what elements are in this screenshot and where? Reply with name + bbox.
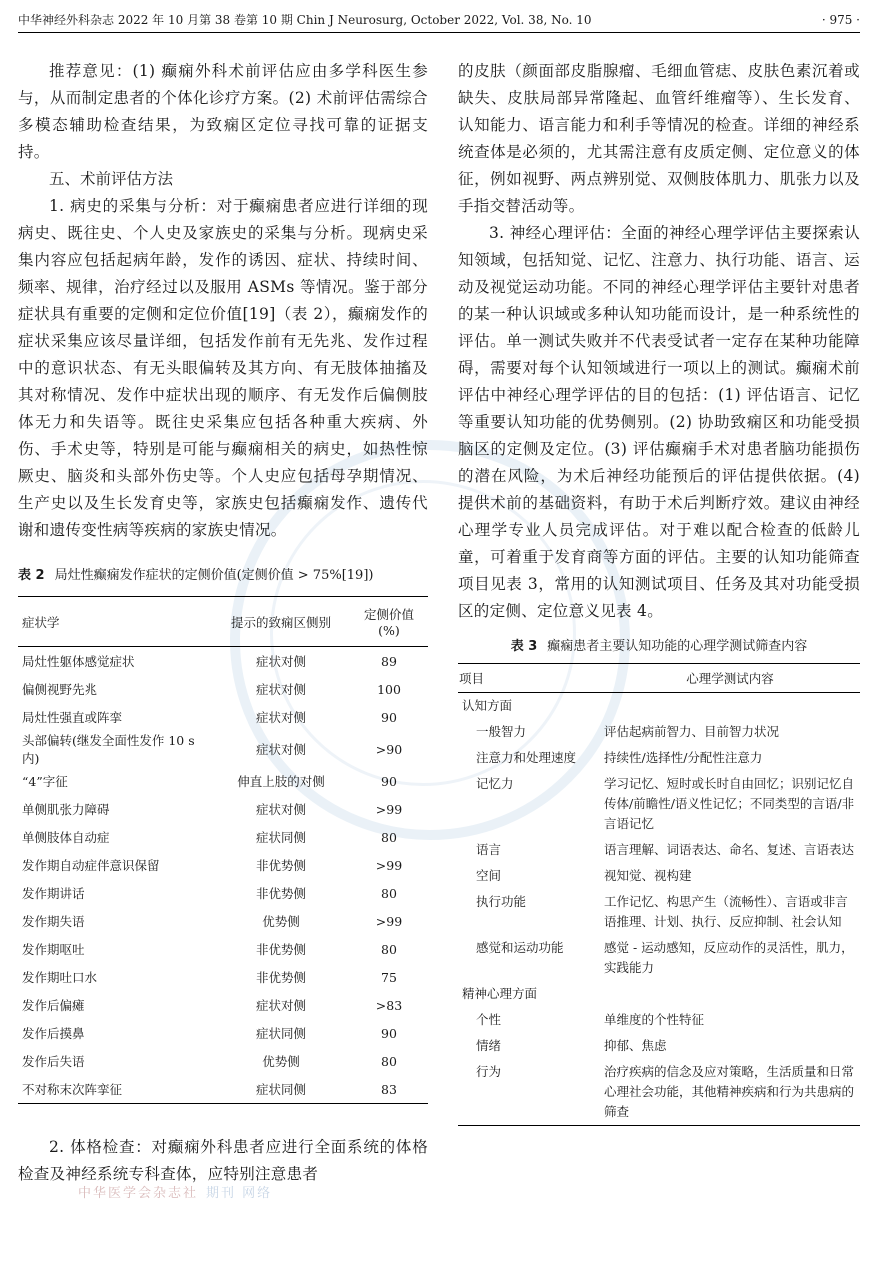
table3-title: 癫痫患者主要认知功能的心理学测试筛查内容 [547, 639, 808, 654]
table3-body [458, 693, 860, 1126]
table-row [458, 837, 860, 863]
table-row [18, 795, 428, 823]
table2-caption [18, 566, 428, 586]
symptom-cell: 发作期讲话 [22, 886, 85, 901]
symptom-cell: 发作期吐口水 [22, 970, 98, 985]
table-row [18, 731, 428, 767]
table-row [458, 1033, 860, 1059]
symptom-cell: 发作后偏瘫 [22, 998, 85, 1013]
symptom-cell: 偏侧视野先兆 [22, 682, 98, 697]
journal-citation: 中华神经外科杂志 2022 年 10 月第 38 卷第 10 期 Chin J Neurosurg, October 2022, Vol. 38, No. 10 [18, 13, 592, 27]
table3-label: 表 3 [510, 639, 538, 654]
content-cell: 单维度的个性特征 [604, 1012, 705, 1027]
table2 [18, 596, 428, 1104]
group-heading-cell: 认知方面 [462, 698, 513, 713]
table2-label: 表 2 [18, 568, 45, 583]
table-row [458, 1007, 860, 1033]
side-cell: 非优势侧 [255, 886, 306, 901]
content-cell: 学习记忆、短时或长时自由回忆；识别记忆自传体/前瞻性/语义性记忆；不同类型的言语/非言语记忆 [604, 776, 855, 831]
table-row [18, 1019, 428, 1047]
symptom-cell: 不对称末次阵挛征 [18, 1075, 212, 1104]
side-cell: 非优势侧 [255, 858, 306, 873]
value-cell: 89 [381, 653, 397, 669]
content-cell: 感觉 - 运动感知，反应动作的灵活性，肌力，实践能力 [604, 940, 854, 975]
table2-header-side: 提示的致痫区侧别 [212, 597, 350, 647]
side-cell: 优势侧 [262, 914, 300, 929]
item-cell: 语言 [476, 842, 502, 857]
symptom-cell: 局灶性躯体感觉症状 [22, 654, 135, 669]
table3-header-content: 心理学测试内容 [600, 664, 860, 693]
page-number: · 975 · [821, 13, 860, 27]
content-cell: 治疗疾病的信念及应对策略，生活质量和日常心理社会功能，其他精神疾病和行为共患病的筛查 [600, 1059, 860, 1126]
value-cell: 100 [377, 681, 401, 697]
table-row [458, 693, 860, 720]
symptom-cell: 单侧肢体自动症 [22, 830, 110, 845]
table-row [18, 879, 428, 907]
item-cell: 记忆力 [476, 776, 514, 791]
table-row [18, 1075, 428, 1104]
item-cell: 执行功能 [476, 894, 527, 909]
right-column [458, 58, 860, 1126]
side-cell: 症状对侧 [255, 710, 306, 725]
side-cell: 优势侧 [262, 1054, 300, 1069]
table3-caption [458, 637, 860, 657]
value-cell: 90 [381, 709, 397, 725]
symptom-cell: 头部偏转(继发全面性发作 10 s 内) [22, 733, 195, 766]
table-row [18, 935, 428, 963]
running-header [18, 10, 860, 33]
table2-header-symptom: 症状学 [18, 597, 212, 647]
item-cell: 注意力和处理速度 [476, 750, 577, 765]
side-cell: 非优势侧 [255, 970, 306, 985]
publisher-marks: 期刊 网络 [206, 1186, 273, 1201]
table2-header-value: 定侧价值(%) [350, 597, 428, 647]
item-cell: 个性 [476, 1012, 502, 1027]
side-cell: 症状对侧 [255, 682, 306, 697]
table-row [458, 745, 860, 771]
history-paragraph: 1. 病史的采集与分析：对于癫痫患者应进行详细的现病史、既往史、个人史及家族史的采集与分析。现病史采集内容应包括起病年龄，发作的诱因、症状、持续时间、频率、规律，治疗经过以及服用 ASMs 等情况。鉴于部分症状具有重要的定侧和定位价值[19]（表 2），癫痫发作的症状采集应该尽量详细，包括发作前有无先兆、发作过程中的意识状态、有无头眼偏转及其方向、有无肢体抽搐及其对称情况、发作中症状出现的顺序、有无发作后偏侧肢体无力和失语等。既往史采集应包括各种重大疾病、外伤、手术史等，特别是可能与癫痫相关的病史，如热性惊厥史、脑炎和头部外伤史等。个人史应包括母孕期情况、生产史以及生长发育史等，家族史包括癫痫发作、遗传代谢和遗传变性病等疾病的家族史情况。 [18, 197, 428, 539]
value-cell: >99 [375, 857, 403, 873]
exam-paragraph: 2. 体格检查：对癫痫外科患者应进行全面系统的体格检查及神经系统专科查体，应特别注意患者 [18, 1138, 428, 1183]
value-cell: >99 [375, 801, 403, 817]
table-row [458, 935, 860, 981]
value-cell: 83 [350, 1075, 428, 1104]
table-row [458, 863, 860, 889]
value-cell: 75 [381, 969, 397, 985]
table2-title: 局灶性癫痫发作症状的定侧价值(定侧价值 > 75%[19]) [54, 568, 374, 583]
table-row [458, 771, 860, 837]
symptom-cell: 发作后摸鼻 [22, 1026, 85, 1041]
content-cell: 抑郁、焦虑 [604, 1038, 667, 1053]
table-row [18, 851, 428, 879]
side-cell: 症状对侧 [255, 998, 306, 1013]
publisher-name: 中华医学会杂志社 [78, 1186, 199, 1201]
side-cell: 症状对侧 [255, 802, 306, 817]
value-cell: 80 [381, 885, 397, 901]
table-row [458, 719, 860, 745]
table3-header-item: 项目 [458, 664, 600, 693]
table-row [18, 823, 428, 851]
item-cell: 感觉和运动功能 [476, 940, 564, 955]
table-row [458, 889, 860, 935]
table2-body [18, 647, 428, 1104]
symptom-cell: “4”字征 [22, 774, 68, 789]
value-cell: 80 [381, 1053, 397, 1069]
left-column [18, 58, 428, 1188]
content-cell: 语言理解、词语表达、命名、复述、言语表达 [604, 842, 855, 857]
table-row [458, 1059, 860, 1126]
table-row [18, 675, 428, 703]
value-cell: 80 [381, 829, 397, 845]
exam-continuation-paragraph: 的皮肤（颜面部皮脂腺瘤、毛细血管痣、皮肤色素沉着或缺失、皮肤局部异常隆起、血管纤维瘤等）、生长发育、认知能力、语言能力和利手等情况的检查。详细的神经系统查体是必须的，尤其需注意有皮质定侧、定位意义的体征，例如视野、两点辨别觉、双侧肢体肌力、肌张力以及手指交替活动等。 [458, 62, 860, 215]
content-cell: 评估起病前智力、目前智力状况 [604, 724, 780, 739]
table-row [18, 647, 428, 676]
side-cell: 症状对侧 [255, 654, 306, 669]
table-row [18, 963, 428, 991]
publisher-footer [78, 1182, 272, 1201]
symptom-cell: 发作期失语 [22, 914, 85, 929]
value-cell: 90 [381, 773, 397, 789]
side-cell: 伸直上肢的对侧 [237, 774, 325, 789]
table-row [18, 907, 428, 935]
value-cell: 80 [381, 941, 397, 957]
side-cell: 症状同侧 [255, 830, 306, 845]
value-cell: 90 [381, 1025, 397, 1041]
table-row [18, 991, 428, 1019]
side-cell: 非优势侧 [255, 942, 306, 957]
item-cell: 空间 [476, 868, 502, 883]
content-cell: 持续性/选择性/分配性注意力 [604, 750, 763, 765]
table-row [18, 1047, 428, 1075]
content-cell: 工作记忆、构思产生（流畅性）、言语或非言语推理、计划、执行、反应抑制、社会认知 [604, 894, 848, 929]
item-cell: 一般智力 [476, 724, 527, 739]
item-cell: 情绪 [476, 1038, 502, 1053]
content-cell: 视知觉、视构建 [604, 868, 692, 883]
value-cell: >83 [375, 997, 403, 1013]
group-heading-cell: 精神心理方面 [462, 986, 538, 1001]
content-cell [600, 693, 860, 720]
item-cell: 行为 [458, 1059, 600, 1126]
symptom-cell: 局灶性强直或阵挛 [22, 710, 123, 725]
neuropsych-paragraph: 3. 神经心理评估：全面的神经心理学评估主要探索认知领域，包括知觉、记忆、注意力、执行功能、语言、运动及视觉运动功能。不同的神经心理学评估主要针对患者的某一种认识域或多种认知功能而设计，是一种系统性的评估。单一测试失败并不代表受试者一定存在某种功能障碍，需要对每个认知领域进行一项以上的测试。癫痫术前评估中神经心理学评估的目的包括：(1) 评估语言、记忆等重要认知功能的优势侧别。(2) 协助致痫区和功能受损脑区的定侧及定位。(3) 评估癫痫手术对患者脑功能损伤的潜在风险，为术后神经功能预后的评估提供依据。(4) 提供术前的基础资料，有助于术后判断疗效。建议由神经心理学专业人员完成评估。对于难以配合检查的低龄儿童，可着重于发育商等方面的评估。主要的认知功能筛查项目见表 3，常用的认知测试项目、任务及其对功能受损区的定侧、定位意义见表 4。 [458, 224, 860, 620]
table-row [18, 767, 428, 795]
value-cell: >99 [375, 913, 403, 929]
symptom-cell: 发作期呕吐 [22, 942, 85, 957]
symptom-cell: 发作期自动症伴意识保留 [22, 858, 160, 873]
side-cell: 症状同侧 [212, 1075, 350, 1104]
side-cell: 症状对侧 [255, 742, 306, 757]
recommendation-paragraph: 推荐意见：(1) 癫痫外科术前评估应由多学科医生参与，从而制定患者的个体化诊疗方案。(2) 术前评估需综合多模态辅助检查结果，为致痫区定位寻找可靠的证据支持。 [18, 62, 428, 161]
symptom-cell: 发作后失语 [22, 1054, 85, 1069]
section-title: 五、术前评估方法 [49, 170, 174, 188]
side-cell: 症状同侧 [255, 1026, 306, 1041]
content-cell [600, 981, 860, 1007]
table3 [458, 663, 860, 1126]
value-cell: >90 [375, 741, 403, 757]
table-row [458, 981, 860, 1007]
symptom-cell: 单侧肌张力障碍 [22, 802, 110, 817]
table-row [18, 703, 428, 731]
